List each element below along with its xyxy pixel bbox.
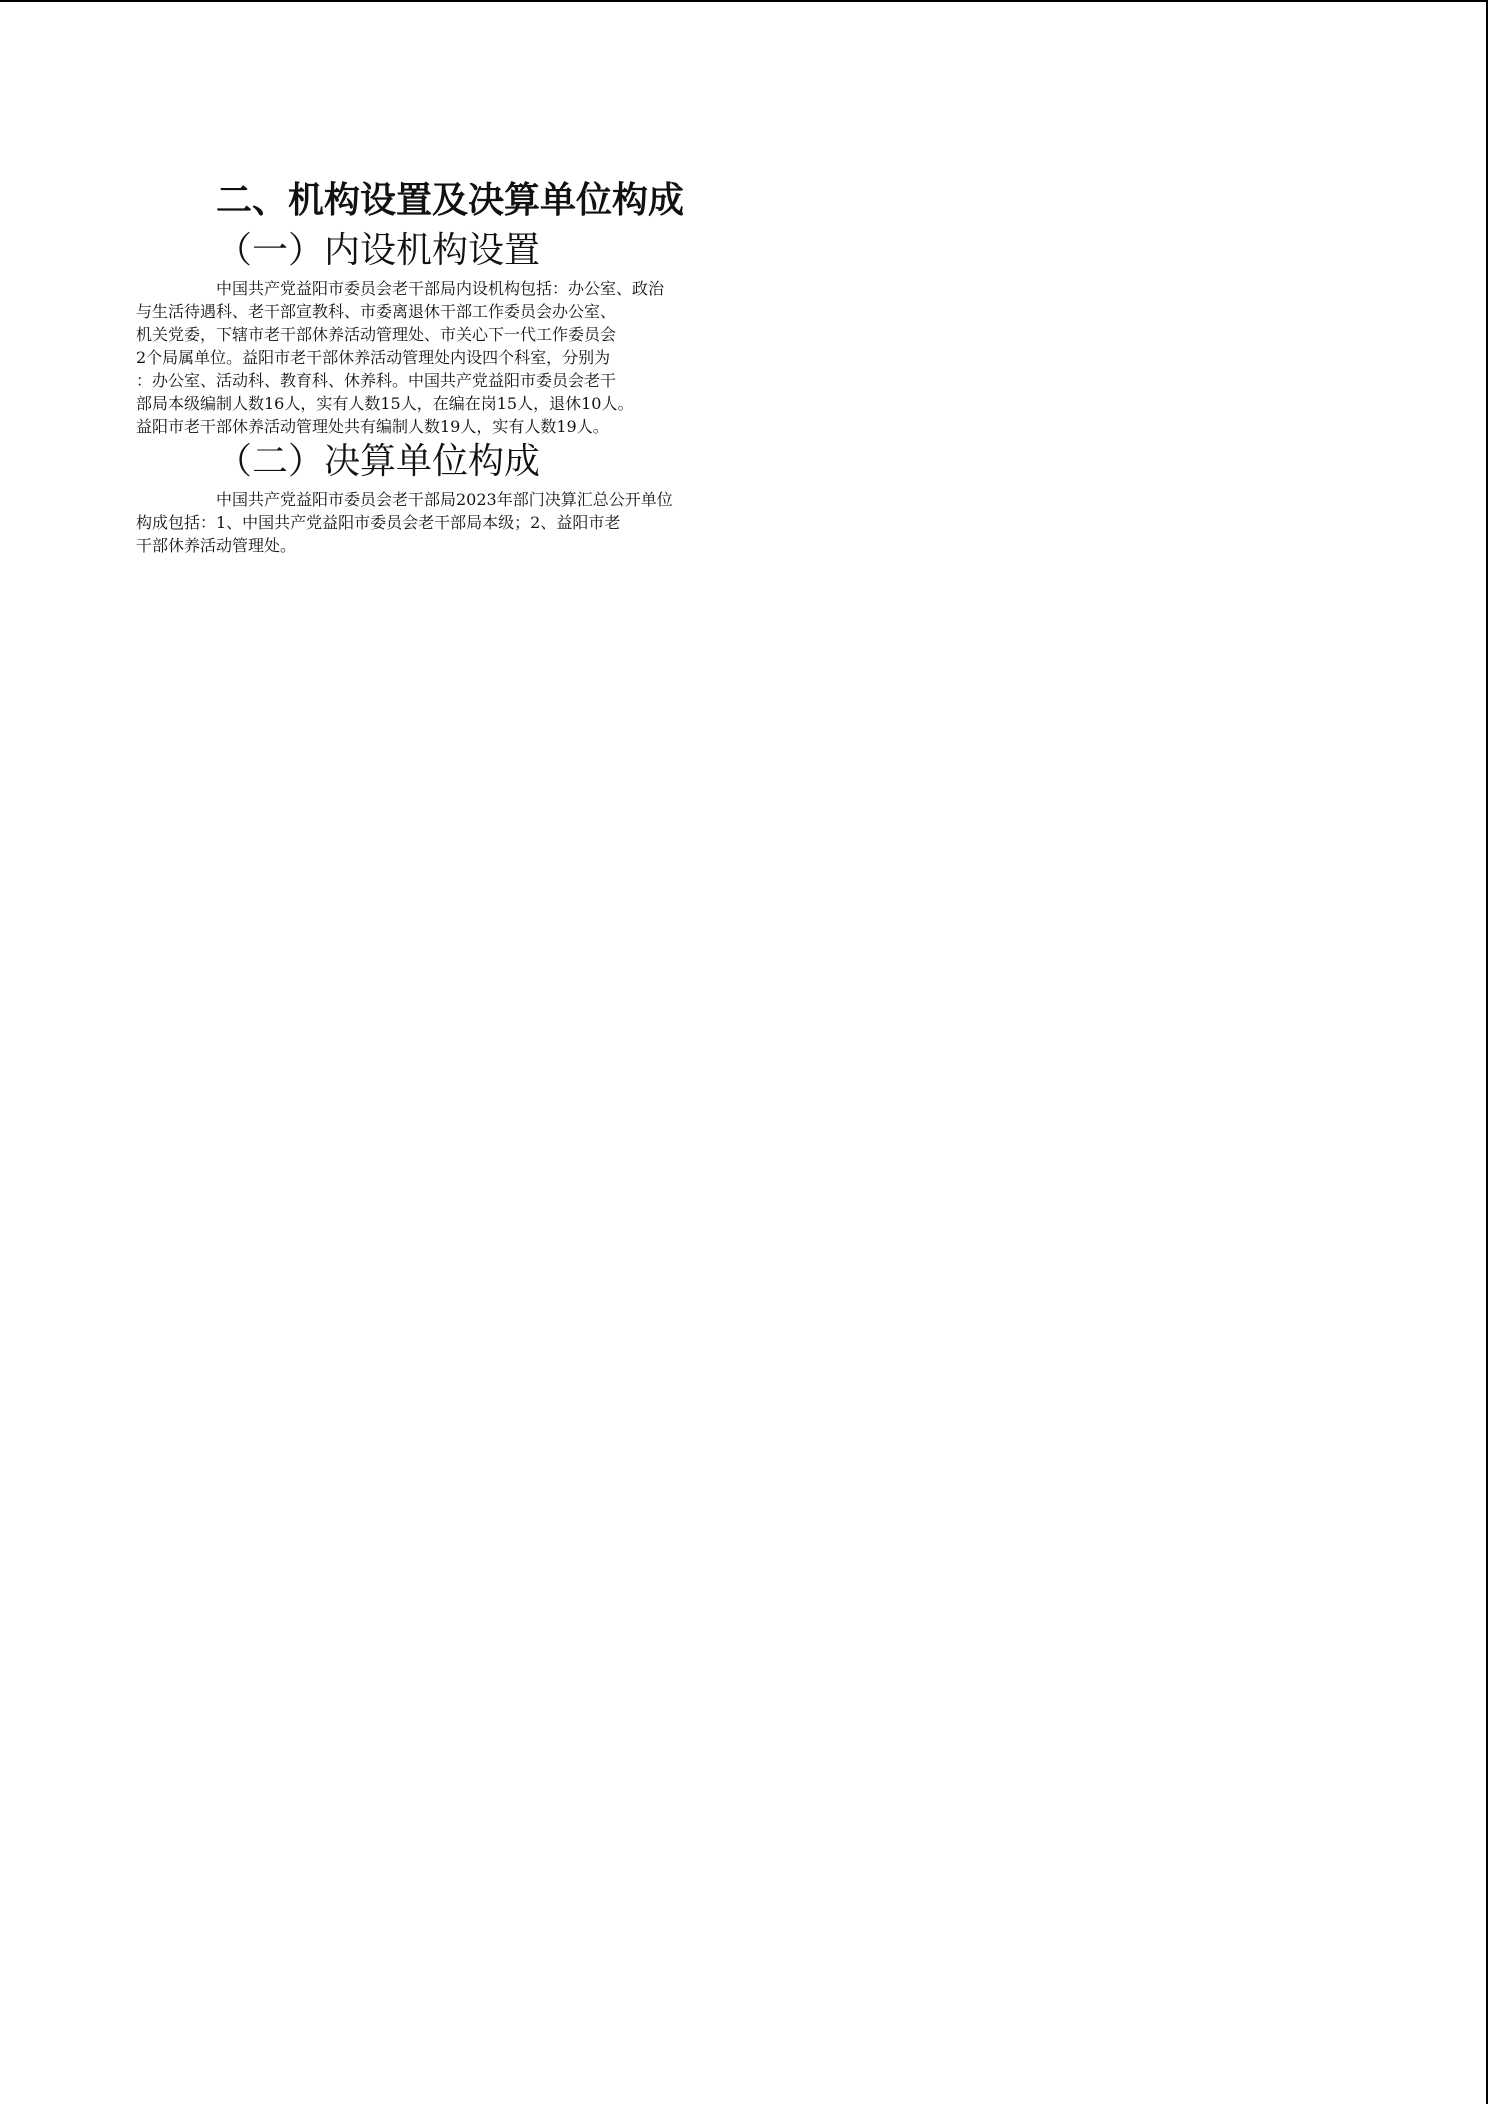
paragraph-line: 中国共产党益阳市委员会老干部局2023年部门决算汇总公开单位 (216, 490, 673, 509)
section-heading: 二、机构设置及决算单位构成 (216, 180, 685, 221)
page-top-border (0, 0, 1488, 2)
paragraph-line: ：办公室、活动科、教育科、休养科。中国共产党益阳市委员会老干 (136, 371, 617, 390)
paragraph-line: 2个局属单位。益阳市老干部休养活动管理处内设四个科室，分别为 (136, 348, 611, 367)
document-body (136, 176, 1334, 556)
paragraph-line: 与生活待遇科、老干部宣教科、市委离退休干部工作委员会办公室、 (136, 302, 617, 321)
paragraph-final-account-units (136, 487, 1334, 556)
paragraph-internal-structure (136, 276, 1334, 437)
paragraph-line: 构成包括：1、中国共产党益阳市委员会老干部局本级；2、益阳市老 (136, 513, 621, 532)
subsection-heading-internal-structure: （一）内设机构设置 (216, 230, 541, 271)
paragraph-line: 机关党委，下辖市老干部休养活动管理处、市关心下一代工作委员会 (136, 325, 617, 344)
paragraph-line: 益阳市老干部休养活动管理处共有编制人数19人，实有人数19人。 (136, 417, 609, 436)
paragraph-line: 中国共产党益阳市委员会老干部局内设机构包括：办公室、政治 (216, 279, 665, 298)
paragraph-line: 部局本级编制人数16人，实有人数15人，在编在岗15人，退休10人。 (136, 394, 634, 413)
subsection-heading-final-account-units: （二）决算单位构成 (216, 441, 541, 482)
paragraph-line: 干部休养活动管理处。 (136, 536, 297, 555)
